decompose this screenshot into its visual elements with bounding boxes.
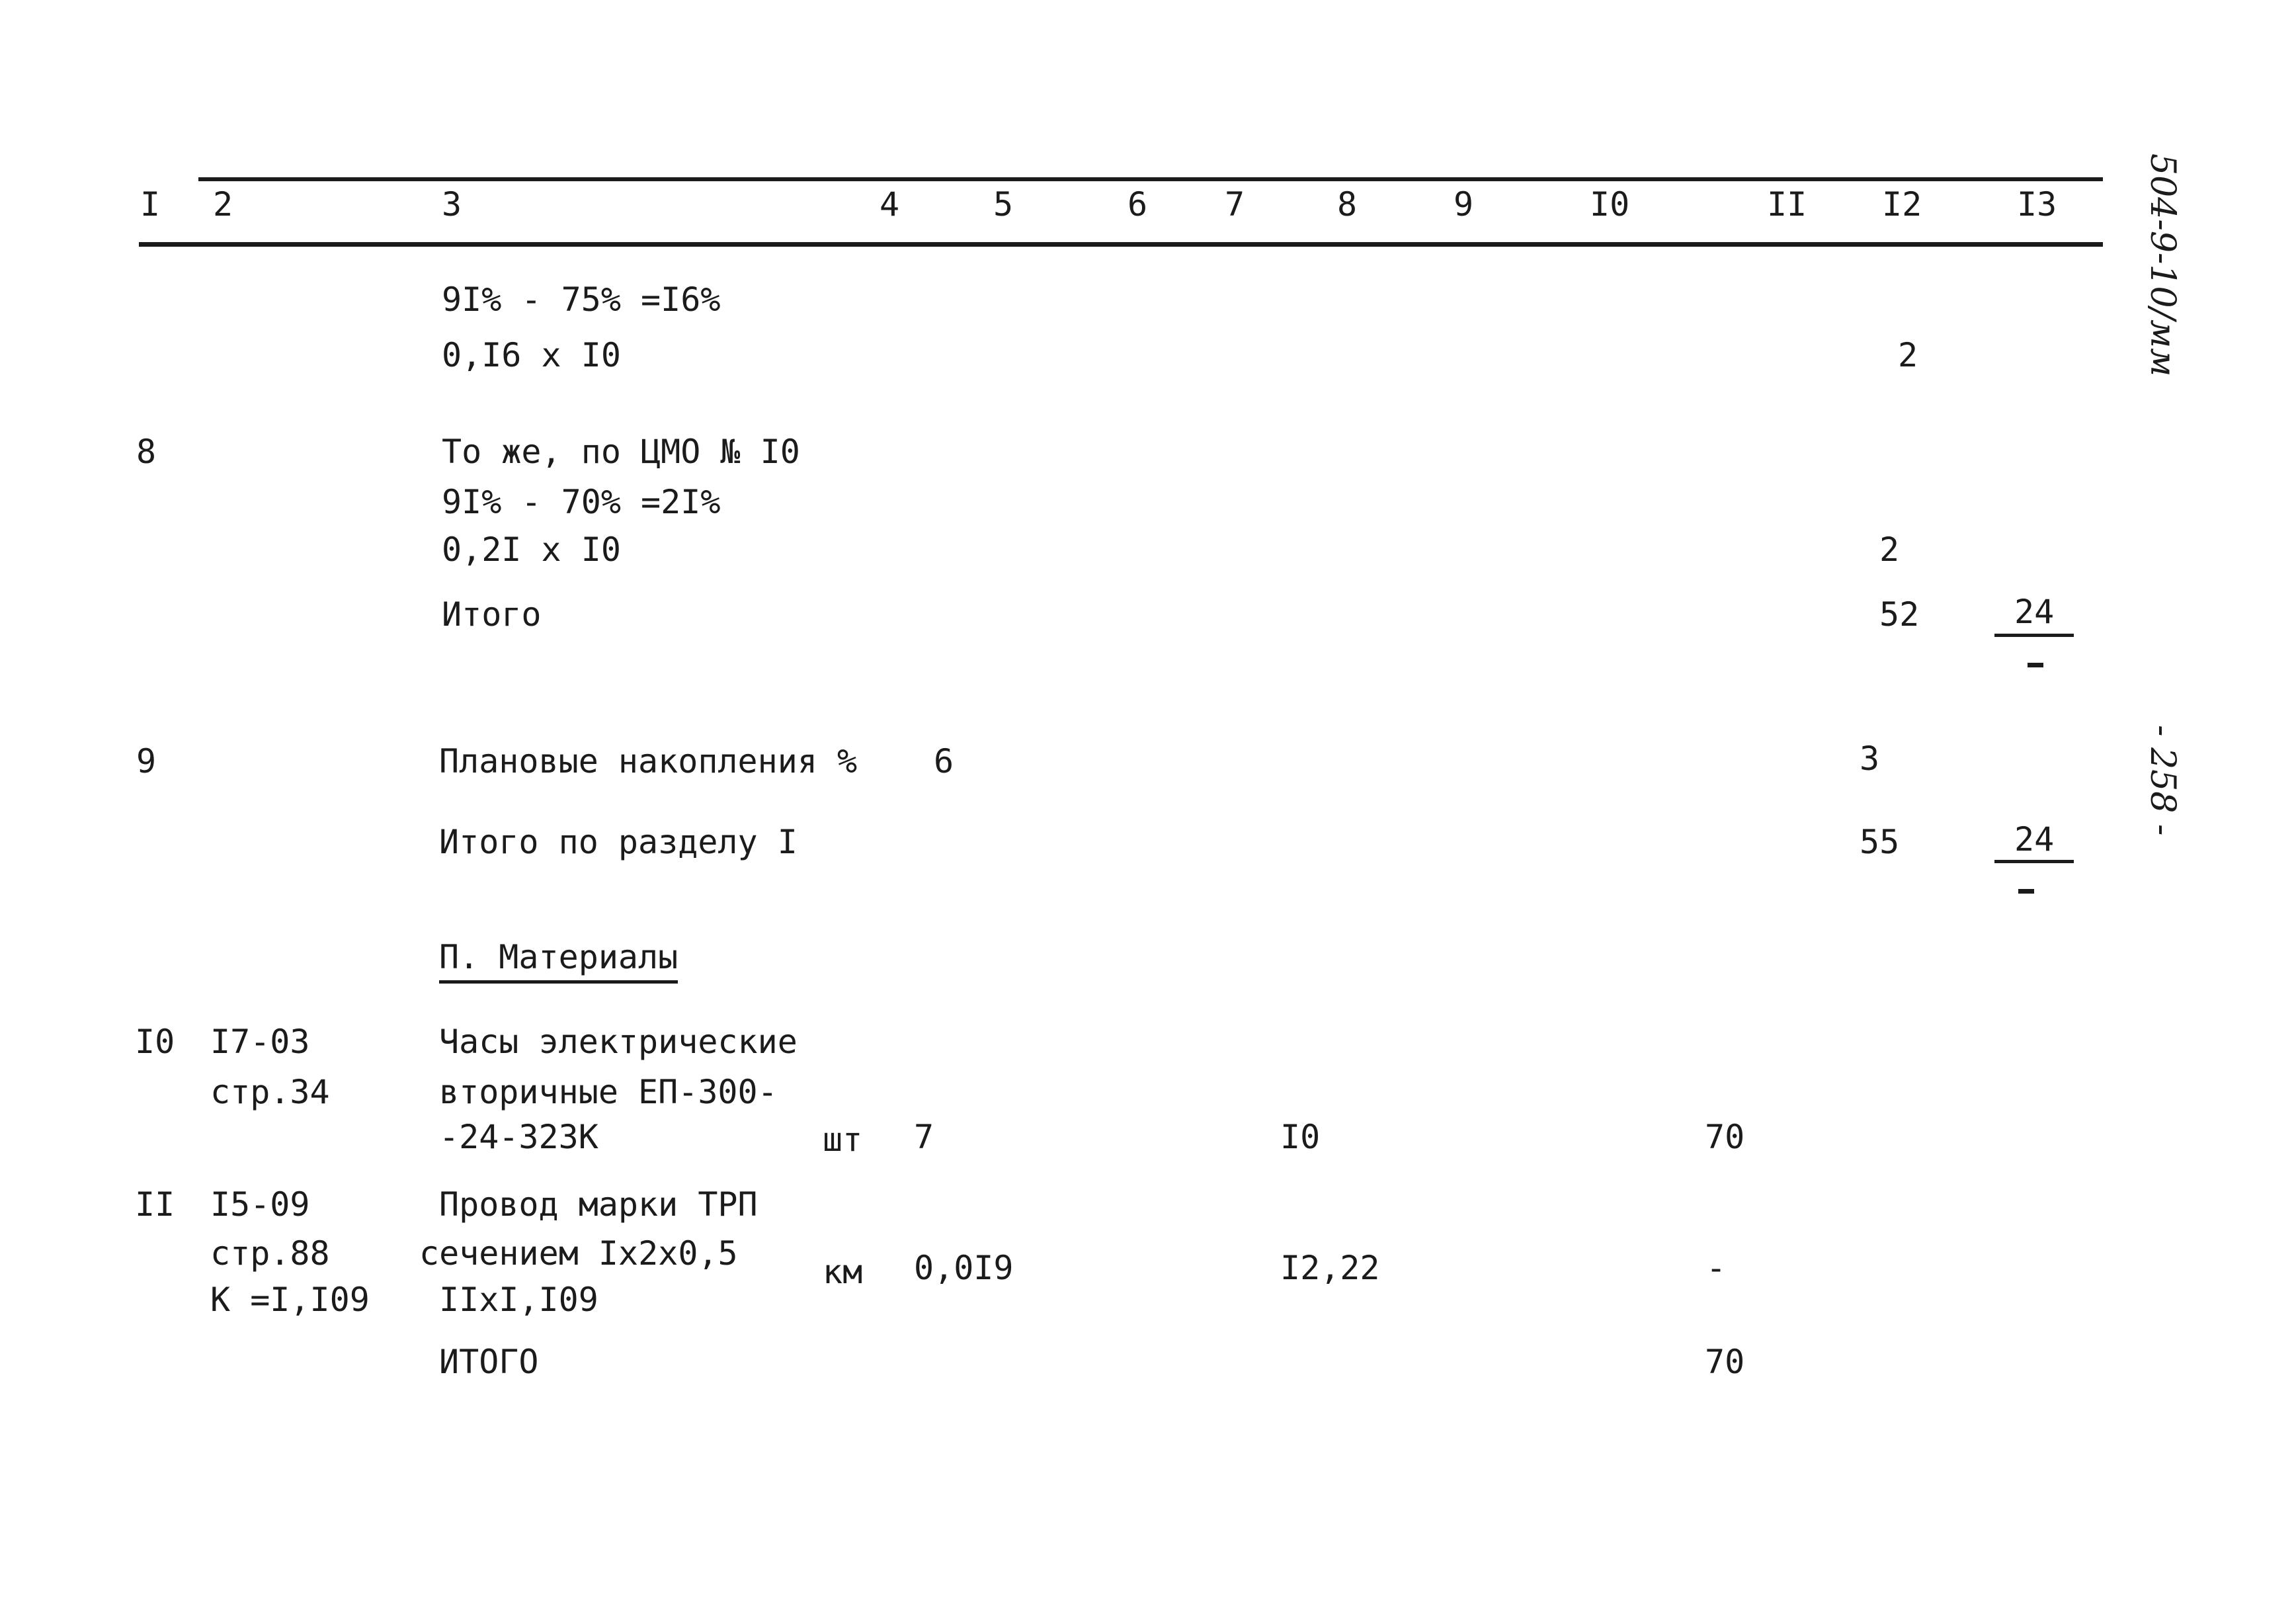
row10-desc-3: -24-323К <box>439 1118 598 1156</box>
section1-total-label: Итого по разделу I <box>439 823 798 861</box>
col-header-12: I2 <box>1882 185 1922 224</box>
row10-unit: шт <box>823 1120 863 1159</box>
col-header-3: 3 <box>442 185 462 224</box>
cont-calc-2: 0,I6 x I0 <box>442 336 621 374</box>
cont-col12: 2 <box>1898 336 1918 374</box>
materials-total-col11: 70 <box>1705 1343 1745 1381</box>
row10-number: I0 <box>135 1023 175 1061</box>
row11-desc-1: Провод марки ТРП <box>439 1185 758 1224</box>
section1-total-col13-dash <box>2018 889 2034 894</box>
row10-col8: I0 <box>1280 1118 1321 1156</box>
row11-code-1: I5-09 <box>210 1185 310 1224</box>
header-top-rule <box>198 177 2103 181</box>
row8-desc-1: То же, по ЦМО № I0 <box>442 433 800 471</box>
margin-page-number: - 258 - <box>2143 725 2182 836</box>
row10-desc-1: Часы электрические <box>439 1023 798 1061</box>
subtotal-col12: 52 <box>1879 595 1920 634</box>
section-heading-materials: П. Материалы <box>439 938 678 984</box>
row10-code-1: I7-03 <box>210 1023 310 1061</box>
row11-desc-3: IIхI,I09 <box>439 1281 598 1319</box>
col-header-13: I3 <box>2017 185 2057 224</box>
col-header-5: 5 <box>993 185 1014 224</box>
row11-code-3: К =I,I09 <box>210 1281 370 1319</box>
margin-document-code: 504-9-10/мм <box>2143 153 2182 377</box>
col-header-11: II <box>1767 185 1807 224</box>
row9-col5: 6 <box>934 742 954 780</box>
col-header-6: 6 <box>1128 185 1148 224</box>
section1-total-col13-fraction-line <box>1994 860 2074 863</box>
col-header-10: I0 <box>1590 185 1630 224</box>
row9-desc: Плановые накопления <box>439 742 817 780</box>
row9-unit: % <box>837 742 858 780</box>
row10-code-2: стр.34 <box>210 1073 330 1111</box>
row11-number: II <box>135 1185 175 1224</box>
row10-desc-2: вторичные ЕП-300- <box>439 1073 778 1111</box>
subtotal-label: Итого <box>442 595 542 634</box>
col-header-2: 2 <box>213 185 233 224</box>
col-header-9: 9 <box>1454 185 1474 224</box>
row10-col11: 70 <box>1705 1118 1745 1156</box>
subtotal-col13-dash <box>2028 663 2043 667</box>
row11-desc-2: сечением Iх2х0,5 <box>419 1234 738 1273</box>
materials-total-label: ИТОГО <box>439 1343 539 1381</box>
row8-col12: 2 <box>1879 530 1900 569</box>
col-header-8: 8 <box>1337 185 1358 224</box>
cont-calc-1: 9I% - 75% =I6% <box>442 280 721 319</box>
section1-total-col12: 55 <box>1860 823 1900 861</box>
row11-code-2: стр.88 <box>210 1234 330 1273</box>
row8-desc-3: 0,2I x I0 <box>442 530 621 569</box>
row8-desc-2: 9I% - 70% =2I% <box>442 483 721 521</box>
col-header-7: 7 <box>1225 185 1245 224</box>
subtotal-col13-fraction-line <box>1994 634 2074 637</box>
row8-number: 8 <box>136 433 157 471</box>
row11-col11: - <box>1706 1249 1727 1287</box>
row9-col12: 3 <box>1860 739 1880 778</box>
col-header-4: 4 <box>880 185 900 224</box>
col-header-1: I <box>140 185 161 224</box>
row9-number: 9 <box>136 742 157 780</box>
row11-col8: I2,22 <box>1280 1249 1380 1287</box>
row10-col4: 7 <box>914 1118 934 1156</box>
row11-unit: км <box>823 1253 863 1291</box>
row11-col4: 0,0I9 <box>914 1249 1014 1287</box>
subtotal-col13: 24 <box>2014 593 2055 631</box>
header-bottom-rule <box>139 242 2103 247</box>
section1-total-col13: 24 <box>2014 820 2055 859</box>
